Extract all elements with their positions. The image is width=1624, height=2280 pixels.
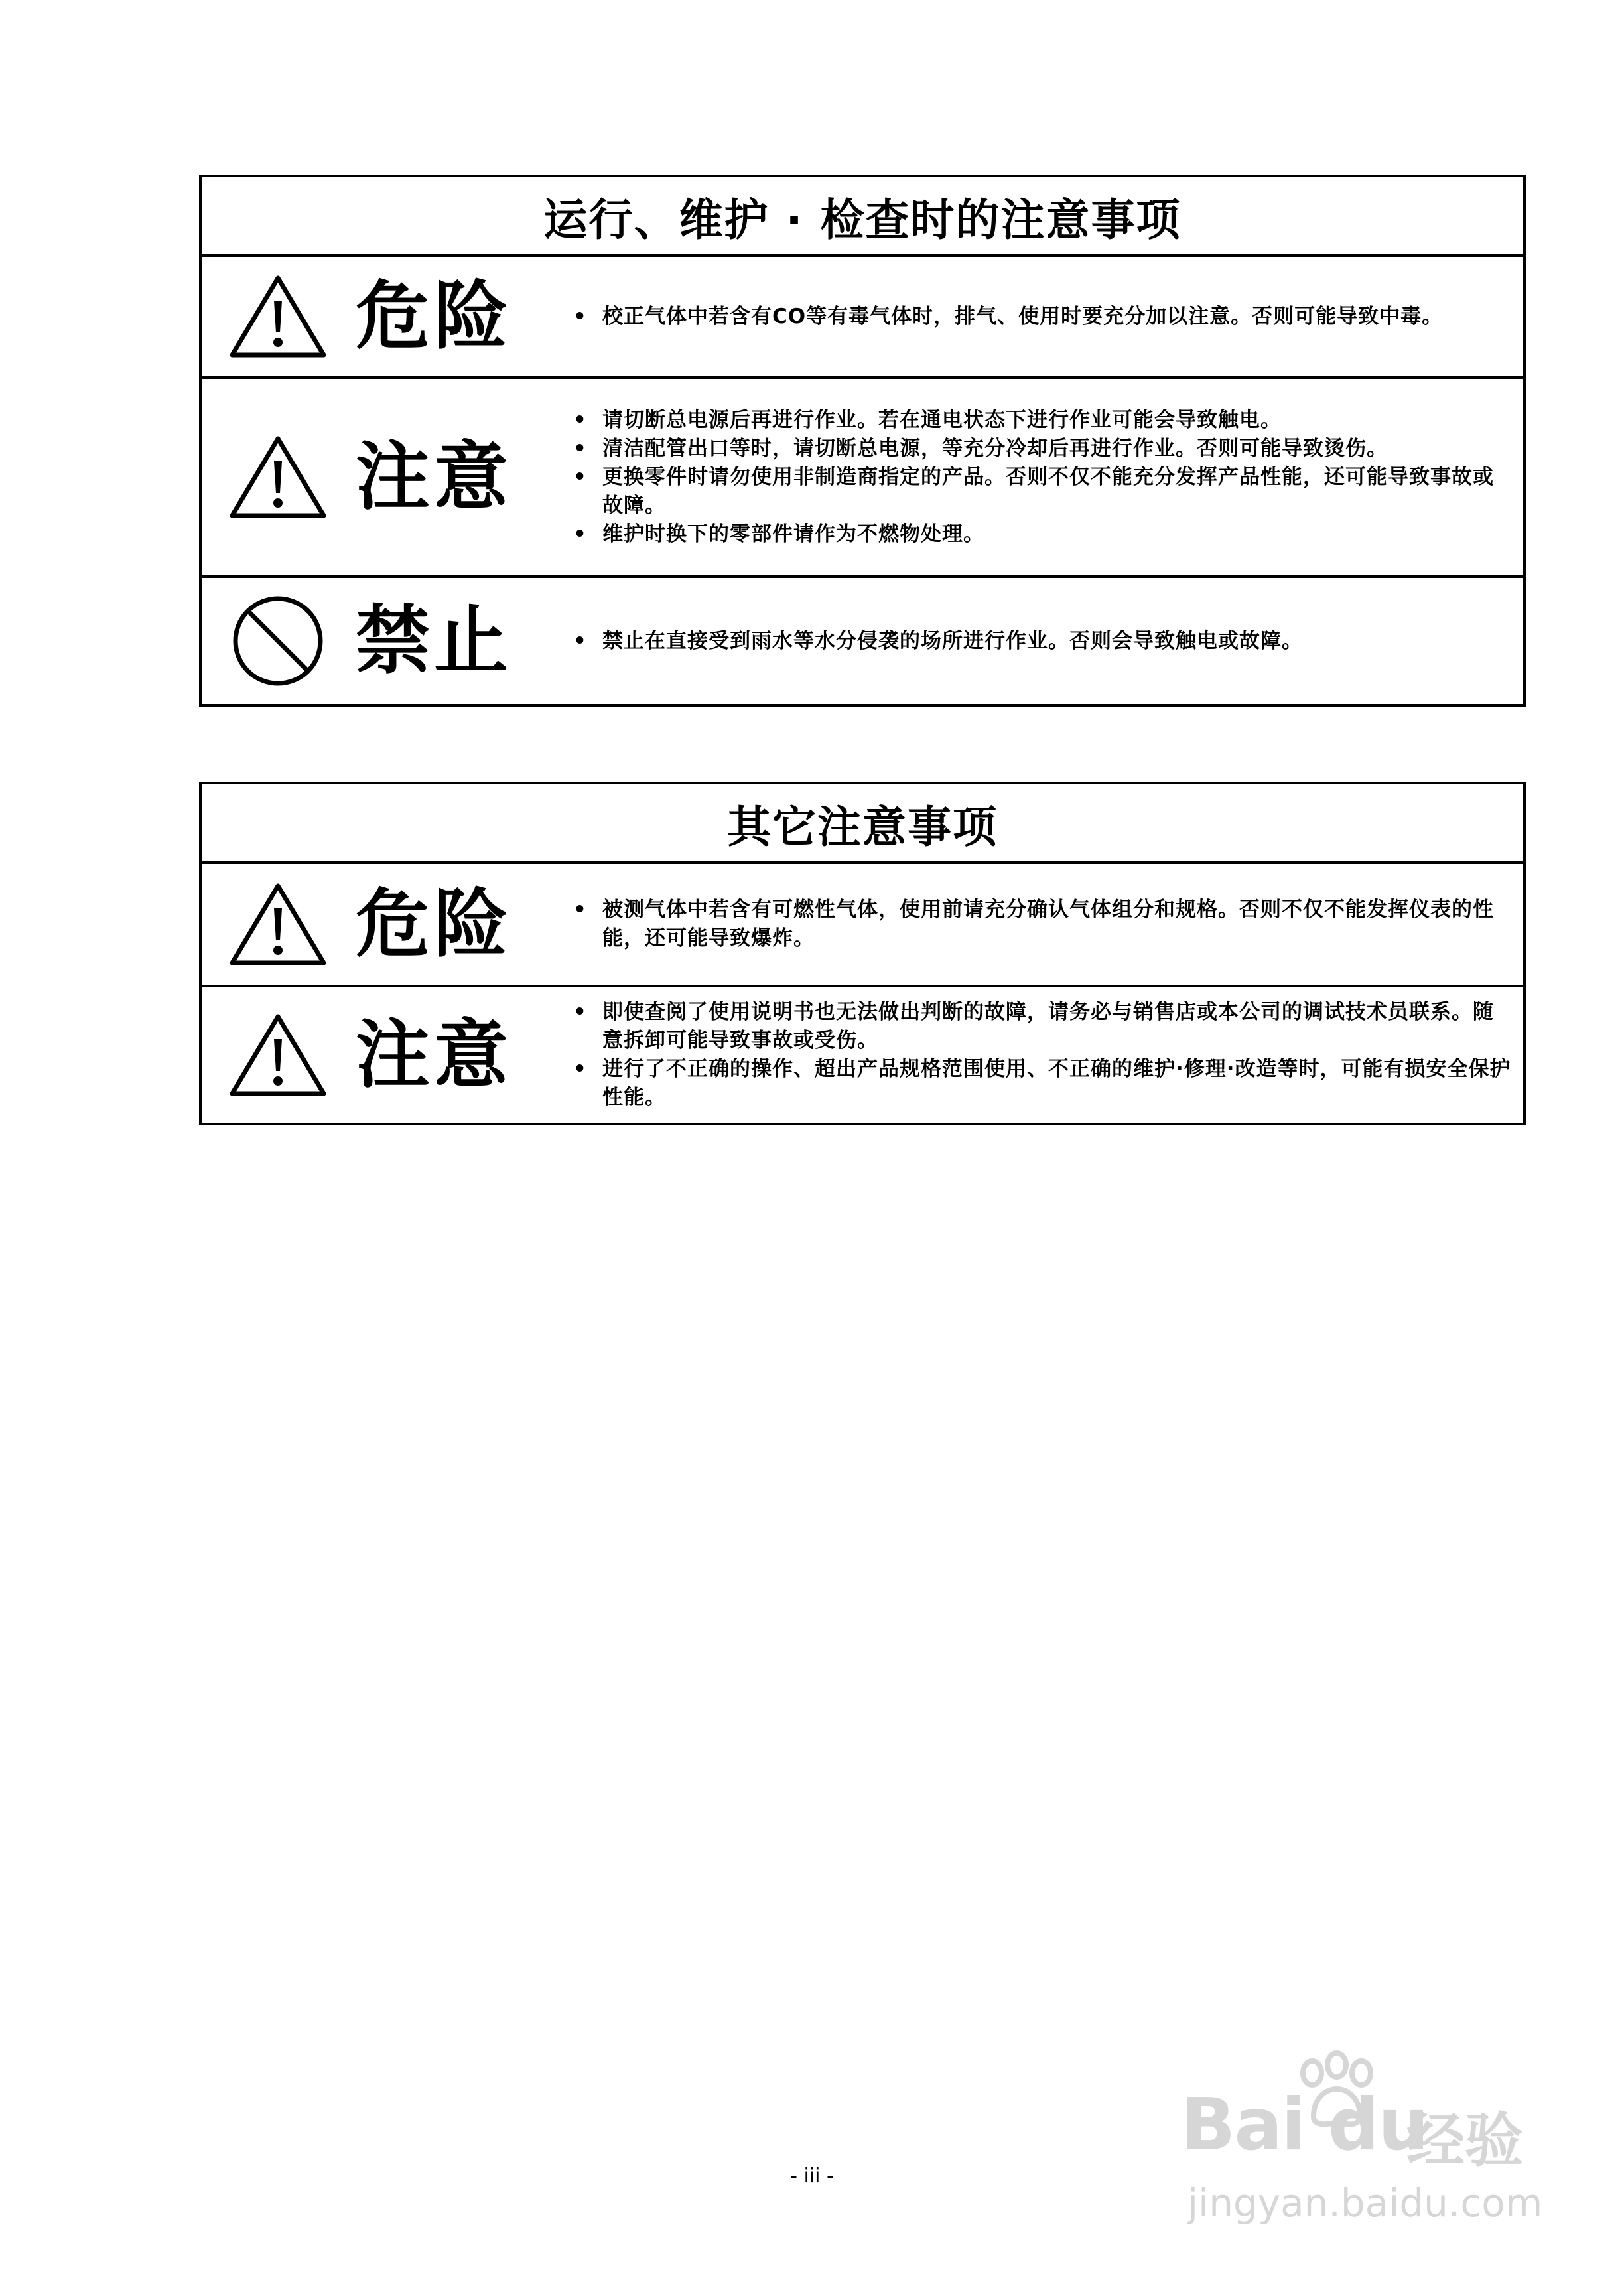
list-item: • 即使查阅了使用说明书也无法做出判断的故障，请务必与销售店或本公司的调试技术员联系。随意拆卸可能导致事故或受伤。 xyxy=(573,998,1514,1055)
danger-label xyxy=(202,864,573,985)
caution-label-text: 注意 xyxy=(356,1012,512,1098)
danger-body xyxy=(573,257,1523,376)
list-item: • 进行了不正确的操作、超出产品规格范围使用、不正确的维护·修理·改造等时，可能有损安全保护性能。 xyxy=(573,1055,1514,1112)
caution-label-text: 注意 xyxy=(356,434,512,520)
danger-row xyxy=(202,864,1523,987)
section-title: 其它注意事项 xyxy=(202,784,1523,864)
list-item: • 被测气体中若含有可燃性气体，使用前请充分确认气体组分和规格。否则不仅不能发挥仪表的性能，还可能导致爆炸。 xyxy=(573,896,1514,953)
list-item: • 更换零件时请勿使用非制造商指定的产品。否则不仅不能充分发挥产品性能，还可能导致事故或故障。 xyxy=(573,463,1514,520)
baidu-jingyan-watermark xyxy=(1154,2050,1566,2236)
list-item: • 请切断总电源后再进行作业。若在通电状态下进行作业可能会导致触电。 xyxy=(573,406,1514,435)
watermark-url: jingyan.baidu.com xyxy=(1187,2180,1543,2226)
warning-triangle-icon xyxy=(228,435,328,520)
danger-label xyxy=(202,257,573,376)
danger-label-text: 危险 xyxy=(356,881,512,967)
prohibited-row xyxy=(202,578,1523,704)
caution-label xyxy=(202,379,573,575)
danger-label-text: 危险 xyxy=(356,273,512,360)
danger-row xyxy=(202,257,1523,379)
safety-section-operation-maintenance xyxy=(199,175,1526,707)
prohibited-label xyxy=(202,578,573,704)
safety-section-other xyxy=(199,782,1526,1125)
warning-triangle-icon xyxy=(228,882,328,967)
list-item: • 校正气体中若含有CO等有毒气体时，排气、使用时要充分加以注意。否则可能导致中毒。 xyxy=(573,303,1514,331)
caution-row xyxy=(202,987,1523,1123)
danger-body xyxy=(573,864,1523,985)
prohibition-icon xyxy=(228,595,328,687)
caution-row xyxy=(202,379,1523,578)
caution-label xyxy=(202,987,573,1123)
watermark-product: 经验 xyxy=(1406,2106,1524,2174)
page-number: - iii - xyxy=(790,2165,834,2188)
list-item: • 维护时换下的零部件请作为不燃物处理。 xyxy=(573,520,1514,549)
caution-body xyxy=(573,987,1523,1123)
list-item: • 清洁配管出口等时，请切断总电源，等充分冷却后再进行作业。否则可能导致烫伤。 xyxy=(573,435,1514,463)
prohibited-body xyxy=(573,578,1523,704)
watermark-brand: Bai du xyxy=(1181,2084,1428,2167)
caution-body xyxy=(573,379,1523,575)
list-item: • 禁止在直接受到雨水等水分侵袭的场所进行作业。否则会导致触电或故障。 xyxy=(573,627,1514,656)
section-title: 运行、维护 · 检查时的注意事项 xyxy=(202,177,1523,257)
warning-triangle-icon xyxy=(228,274,328,359)
prohibited-label-text: 禁止 xyxy=(356,598,512,684)
warning-triangle-icon xyxy=(228,1013,328,1098)
